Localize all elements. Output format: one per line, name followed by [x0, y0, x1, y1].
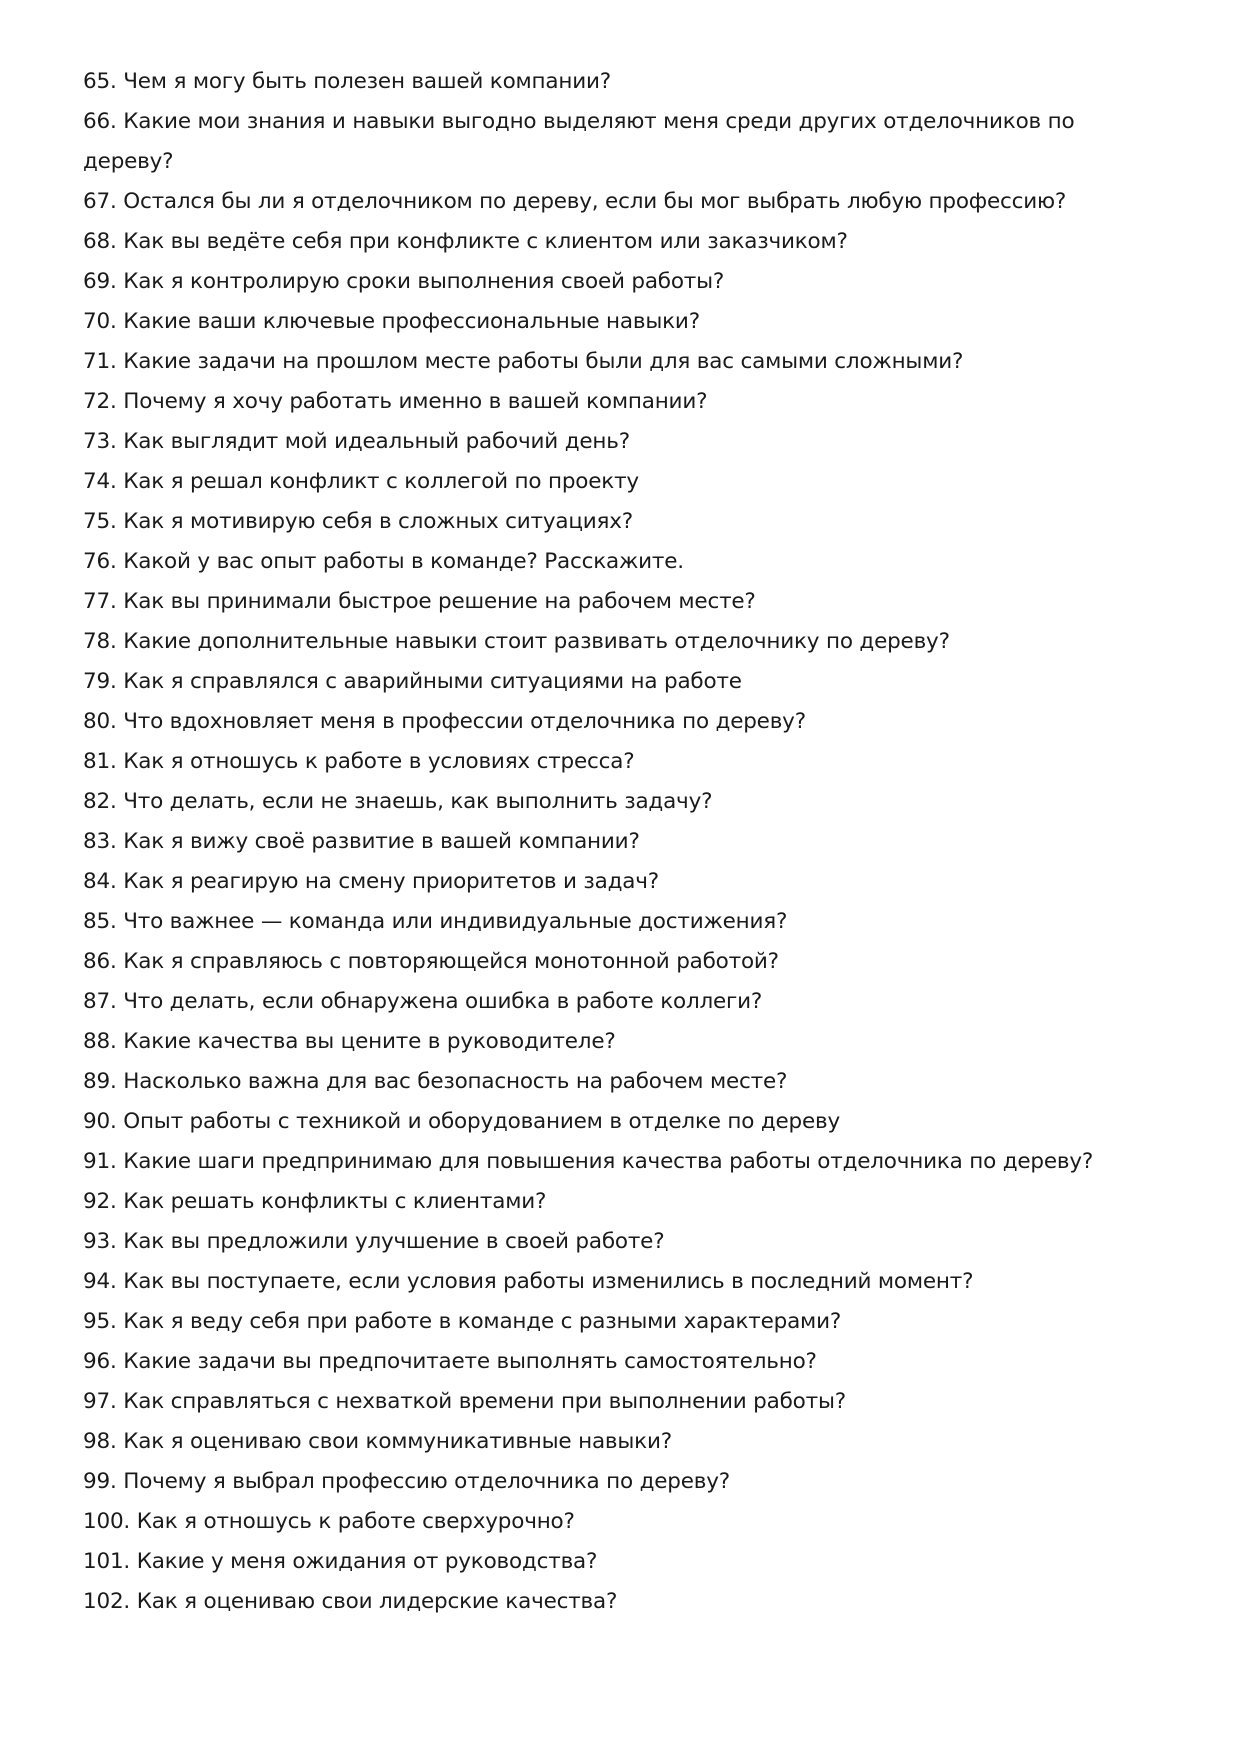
question-item: 100. Как я отношусь к работе сверхурочно? — [83, 1509, 575, 1534]
question-item: 95. Как я веду себя при работе в команде с разными характерами? — [83, 1309, 842, 1334]
question-item: 70. Какие ваши ключевые профессиональные навыки? — [83, 309, 700, 334]
question-item: 93. Как вы предложили улучшение в своей работе? — [83, 1229, 665, 1254]
question-item: 91. Какие шаги предпринимаю для повышения качества работы отделочника по дереву? — [83, 1149, 1094, 1174]
question-item: 78. Какие дополнительные навыки стоит развивать отделочнику по дереву? — [83, 629, 950, 654]
question-item: 98. Как я оцениваю свои коммуникативные навыки? — [83, 1429, 672, 1454]
question-item: 83. Как я вижу своё развитие в вашей компании? — [83, 829, 640, 854]
question-item: 99. Почему я выбрал профессию отделочника по дереву? — [83, 1469, 730, 1494]
question-item: 97. Как справляться с нехваткой времени при выполнении работы? — [83, 1389, 846, 1414]
question-item: 66. Какие мои знания и навыки выгодно выделяют меня среди других отделочников по дереву? — [83, 109, 1075, 174]
question-item: 92. Как решать конфликты с клиентами? — [83, 1189, 547, 1214]
question-item: 85. Что важнее — команда или индивидуальные достижения? — [83, 909, 788, 934]
question-item: 89. Насколько важна для вас безопасность на рабочем месте? — [83, 1069, 788, 1094]
question-item: 96. Какие задачи вы предпочитаете выполнять самостоятельно? — [83, 1349, 817, 1374]
question-item: 67. Остался бы ли я отделочником по дереву, если бы мог выбрать любую профессию? — [83, 189, 1067, 214]
question-item: 81. Как я отношусь к работе в условиях стресса? — [83, 749, 635, 774]
question-list — [83, 62, 1163, 1622]
question-item: 102. Как я оцениваю свои лидерские качества? — [83, 1589, 618, 1614]
question-item: 86. Как я справляюсь с повторяющейся монотонной работой? — [83, 949, 779, 974]
question-item: 79. Как я справлялся с аварийными ситуациями на работе — [83, 669, 742, 694]
question-item: 84. Как я реагирую на смену приоритетов и задач? — [83, 869, 659, 894]
question-item: 71. Какие задачи на прошлом месте работы были для вас самыми сложными? — [83, 349, 964, 374]
question-item: 77. Как вы принимали быстрое решение на рабочем месте? — [83, 589, 756, 614]
question-item: 76. Какой у вас опыт работы в команде? Расскажите. — [83, 549, 684, 574]
question-item: 94. Как вы поступаете, если условия работы изменились в последний момент? — [83, 1269, 974, 1294]
question-item: 88. Какие качества вы цените в руководителе? — [83, 1029, 616, 1054]
question-item: 69. Как я контролирую сроки выполнения своей работы? — [83, 269, 725, 294]
question-item: 101. Какие у меня ожидания от руководства? — [83, 1549, 598, 1574]
question-item: 80. Что вдохновляет меня в профессии отделочника по дереву? — [83, 709, 806, 734]
question-item: 82. Что делать, если не знаешь, как выполнить задачу? — [83, 789, 713, 814]
question-item: 75. Как я мотивирую себя в сложных ситуациях? — [83, 509, 634, 534]
question-item: 74. Как я решал конфликт с коллегой по проекту — [83, 469, 639, 494]
question-item: 73. Как выглядит мой идеальный рабочий день? — [83, 429, 630, 454]
question-item: 87. Что делать, если обнаружена ошибка в работе коллеги? — [83, 989, 763, 1014]
question-item: 72. Почему я хочу работать именно в вашей компании? — [83, 389, 708, 414]
question-item: 68. Как вы ведёте себя при конфликте с клиентом или заказчиком? — [83, 229, 848, 254]
question-item: 65. Чем я могу быть полезен вашей компании? — [83, 69, 611, 94]
question-item: 90. Опыт работы с техникой и оборудованием в отделке по дереву — [83, 1109, 841, 1134]
